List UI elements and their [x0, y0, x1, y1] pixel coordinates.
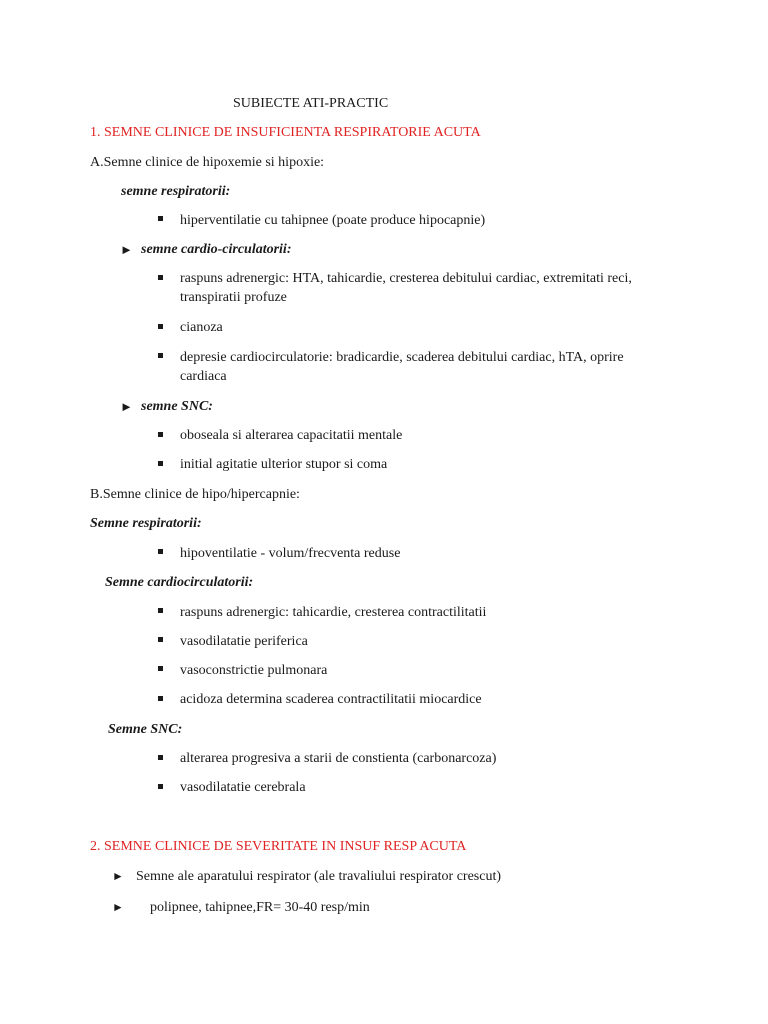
- square-bullet-icon: [158, 216, 163, 221]
- square-bullet-icon: [158, 696, 163, 701]
- list-item: raspuns adrenergic: tahicardie, cresterea contractilitatii: [180, 605, 487, 620]
- list-item: vasodilatatie cerebrala: [180, 780, 306, 795]
- list-item: vasodilatatie periferica: [180, 634, 308, 649]
- square-bullet-icon: [158, 432, 163, 437]
- list-item: cianoza: [180, 320, 223, 335]
- square-bullet-icon: [158, 461, 163, 466]
- triangle-arrow-icon: ►: [120, 242, 133, 257]
- group-label: Semne respiratorii:: [90, 516, 202, 531]
- triangle-arrow-icon: ►: [112, 869, 124, 883]
- square-bullet-icon: [158, 324, 163, 329]
- square-bullet-icon: [158, 637, 163, 642]
- list-item: hipoventilatie - volum/frecventa reduse: [180, 546, 401, 561]
- list-item: depresie cardiocirculatorie: bradicardie, scaderea debitului cardiac, hTA, oprire cardiaca: [180, 350, 624, 384]
- square-bullet-icon: [158, 353, 163, 358]
- list-item: acidoza determina scaderea contractilitatii miocardice: [180, 692, 482, 707]
- square-bullet-icon: [158, 784, 163, 789]
- group-label: Semne cardiocirculatorii:: [105, 575, 254, 590]
- triangle-arrow-icon: ►: [112, 900, 124, 914]
- square-bullet-icon: [158, 275, 163, 280]
- section-2-heading: 2. SEMNE CLINICE DE SEVERITATE IN INSUF RESP ACUTA: [90, 839, 467, 854]
- triangle-arrow-icon: ►: [120, 399, 133, 414]
- list-item: alterarea progresiva a starii de constienta (carbonarcoza): [180, 751, 497, 766]
- square-bullet-icon: [158, 608, 163, 613]
- list-item: initial agitatie ulterior stupor si coma: [180, 457, 388, 472]
- part-b-label: B.Semne clinice de hipo/hipercapnie:: [90, 487, 300, 502]
- section-1-heading: 1. SEMNE CLINICE DE INSUFICIENTA RESPIRATORIE ACUTA: [90, 125, 481, 140]
- list-item: raspuns adrenergic: HTA, tahicardie, cresterea debitului cardiac, extremitati reci, transpiratii profuze: [180, 271, 632, 305]
- group-label: semne cardio-circulatorii:: [141, 242, 292, 257]
- square-bullet-icon: [158, 755, 163, 760]
- part-a-label: A.Semne clinice de hipoxemie si hipoxie:: [90, 155, 325, 170]
- group-label: semne respiratorii:: [121, 184, 231, 199]
- list-item: oboseala si alterarea capacitatii mentale: [180, 428, 403, 443]
- group-label: semne SNC:: [141, 399, 213, 414]
- list-item: Semne ale aparatului respirator (ale travaliului respirator crescut): [136, 869, 501, 884]
- list-item: vasoconstrictie pulmonara: [180, 663, 328, 678]
- list-item: hiperventilatie cu tahipnee (poate produce hipocapnie): [180, 213, 486, 228]
- square-bullet-icon: [158, 549, 163, 554]
- list-item: polipnee, tahipnee,FR= 30-40 resp/min: [150, 900, 370, 915]
- page-title: SUBIECTE ATI-PRACTIC: [233, 96, 389, 111]
- square-bullet-icon: [158, 666, 163, 671]
- group-label: Semne SNC:: [108, 722, 183, 737]
